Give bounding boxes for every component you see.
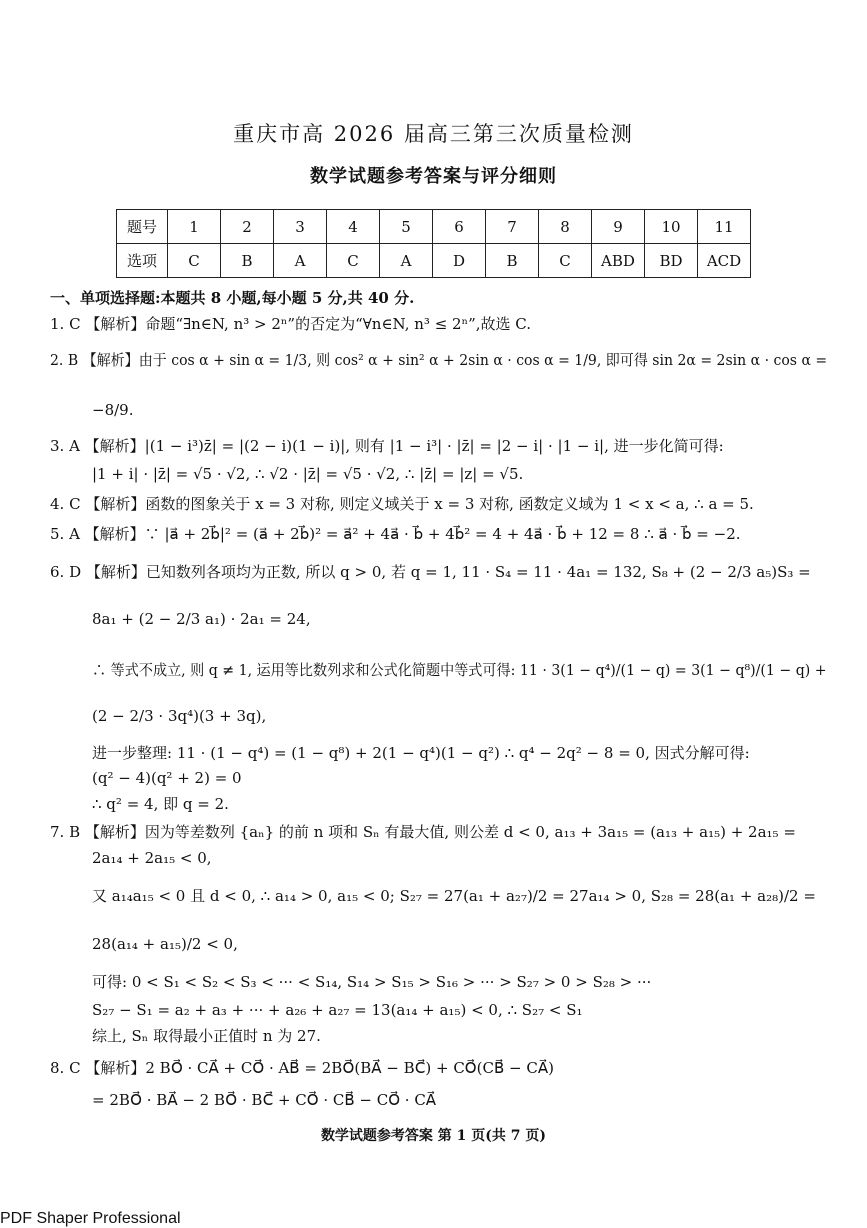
- solution-line: 28(a₁₄ + a₁₅)/2 < 0,: [92, 935, 238, 953]
- answer-table-option-row: [117, 244, 751, 278]
- solution-line: 4. C 【解析】函数的图象关于 x = 3 对称, 则定义域关于 x = 3 对称, 函数定义域为 1 < x < a, ∴ a = 5.: [50, 495, 754, 513]
- solution-line: 8. C 【解析】2 BO⃗ · CA⃗ + CO⃗ · AB⃗ = 2BO⃗(BA⃗ − BC⃗) + CO⃗(CB⃗ − CA⃗): [50, 1059, 554, 1077]
- solution-line: ∴ 等式不成立, 则 q ≠ 1, 运用等比数列求和公式化简题中等式可得: 11 · 3(1 − q⁴)/(1 − q) = 3(1 − q⁸)/(1 − q) +: [92, 661, 827, 679]
- table-cell: D: [433, 244, 486, 278]
- table-cell: A: [380, 244, 433, 278]
- table-cell: 3: [274, 210, 327, 244]
- table-cell: B: [221, 244, 274, 278]
- solution-line: = 2BO⃗ · BA⃗ − 2 BO⃗ · BC⃗ + CO⃗ · CB⃗ − CO⃗ · CA⃗: [92, 1091, 437, 1109]
- solution-line: 2a₁₄ + 2a₁₅ < 0,: [92, 849, 212, 867]
- table-cell: 1: [168, 210, 221, 244]
- row-label-number: 题号: [117, 210, 168, 244]
- table-cell: 9: [592, 210, 645, 244]
- solution-line: 7. B 【解析】因为等差数列 {aₙ} 的前 n 项和 Sₙ 有最大值, 则公差 d < 0, a₁₃ + 3a₁₅ = (a₁₃ + a₁₅) + 2a₁₅ =: [50, 823, 796, 841]
- solution-line: 进一步整理: 11 · (1 − q⁴) = (1 − q⁸) + 2(1 − q⁴)(1 − q²) ∴ q⁴ − 2q² − 8 = 0, 因式分解可得:: [92, 744, 750, 762]
- table-cell: 4: [327, 210, 380, 244]
- table-cell: B: [486, 244, 539, 278]
- solution-line: 1. C 【解析】命题“∃n∈N, n³ > 2ⁿ”的否定为“∀n∈N, n³ ≤ 2ⁿ”,故选 C.: [50, 315, 531, 333]
- page-footer: 数学试题参考答案 第 1 页(共 7 页): [320, 1128, 547, 1144]
- solution-line: 3. A 【解析】|(1 − i³)z̄| = |(2 − i)(1 − i)|, 则有 |1 − i³| · |z̄| = |2 − i| · |1 − i|, 进一步化简可得:: [50, 437, 724, 455]
- solution-line: ∴ q² = 4, 即 q = 2.: [92, 795, 229, 813]
- exam-title: 重庆市高 2026 届高三第三次质量检测: [233, 122, 634, 146]
- solution-line: 2. B 【解析】由于 cos α + sin α = 1/3, 则 cos² α + sin² α + 2sin α · cos α = 1/9, 即可得 sin 2α = 2sin α · cos α =: [50, 351, 828, 369]
- solution-line: −8/9.: [92, 401, 134, 419]
- solution-line: 8a₁ + (2 − 2/3 a₁) · 2a₁ = 24,: [92, 610, 311, 628]
- solution-line: (2 − 2/3 · 3q⁴)(3 + 3q),: [92, 707, 267, 725]
- solution-line: (q² − 4)(q² + 2) = 0: [92, 769, 242, 787]
- table-cell: 10: [645, 210, 698, 244]
- table-cell: 11: [698, 210, 751, 244]
- solution-line: 6. D 【解析】已知数列各项均为正数, 所以 q > 0, 若 q = 1, 11 · S₄ = 11 · 4a₁ = 132, S₈ + (2 − 2/3 a₅)S₃ =: [50, 563, 811, 581]
- solution-line: 可得: 0 < S₁ < S₂ < S₃ < ··· < S₁₄, S₁₄ > S₁₅ > S₁₆ > ··· > S₂₇ > 0 > S₂₈ > ···: [92, 973, 652, 991]
- table-cell: 8: [539, 210, 592, 244]
- solution-line: S₂₇ − S₁ = a₂ + a₃ + ··· + a₂₆ + a₂₇ = 13(a₁₄ + a₁₅) < 0, ∴ S₂₇ < S₁: [92, 1001, 583, 1019]
- solution-line: 综上, Sₙ 取得最小正值时 n 为 27.: [92, 1027, 321, 1045]
- table-cell: ACD: [698, 244, 751, 278]
- table-cell: ABD: [592, 244, 645, 278]
- table-cell: A: [274, 244, 327, 278]
- table-cell: 2: [221, 210, 274, 244]
- table-cell: C: [327, 244, 380, 278]
- answer-table: [116, 209, 751, 278]
- solution-line: 又 a₁₄a₁₅ < 0 且 d < 0, ∴ a₁₄ > 0, a₁₅ < 0; S₂₇ = 27(a₁ + a₂₇)/2 = 27a₁₄ > 0, S₂₈ = 28(a₁ + a₂₈)/2 =: [92, 887, 816, 905]
- answer-table-number-row: [117, 210, 751, 244]
- answer-key-subtitle: 数学试题参考答案与评分细则: [310, 166, 557, 187]
- table-cell: 5: [380, 210, 433, 244]
- table-cell: BD: [645, 244, 698, 278]
- section-heading: 一、单项选择题:本题共 8 小题,每小题 5 分,共 40 分.: [50, 289, 415, 307]
- solution-line: |1 + i| · |z̄| = √5 · √2, ∴ √2 · |z̄| = √5 · √2, ∴ |z̄| = |z| = √5.: [92, 465, 524, 483]
- watermark: PDF Shaper Professional: [0, 1210, 181, 1227]
- table-cell: 7: [486, 210, 539, 244]
- row-label-option: 选项: [117, 244, 168, 278]
- table-cell: 6: [433, 210, 486, 244]
- solution-line: 5. A 【解析】∵ |a⃗ + 2b⃗|² = (a⃗ + 2b⃗)² = a⃗² + 4a⃗ · b⃗ + 4b⃗² = 4 + 4a⃗ · b⃗ + 12 = 8 ∴ a⃗ · b⃗ = −2.: [50, 525, 741, 543]
- table-cell: C: [539, 244, 592, 278]
- table-cell: C: [168, 244, 221, 278]
